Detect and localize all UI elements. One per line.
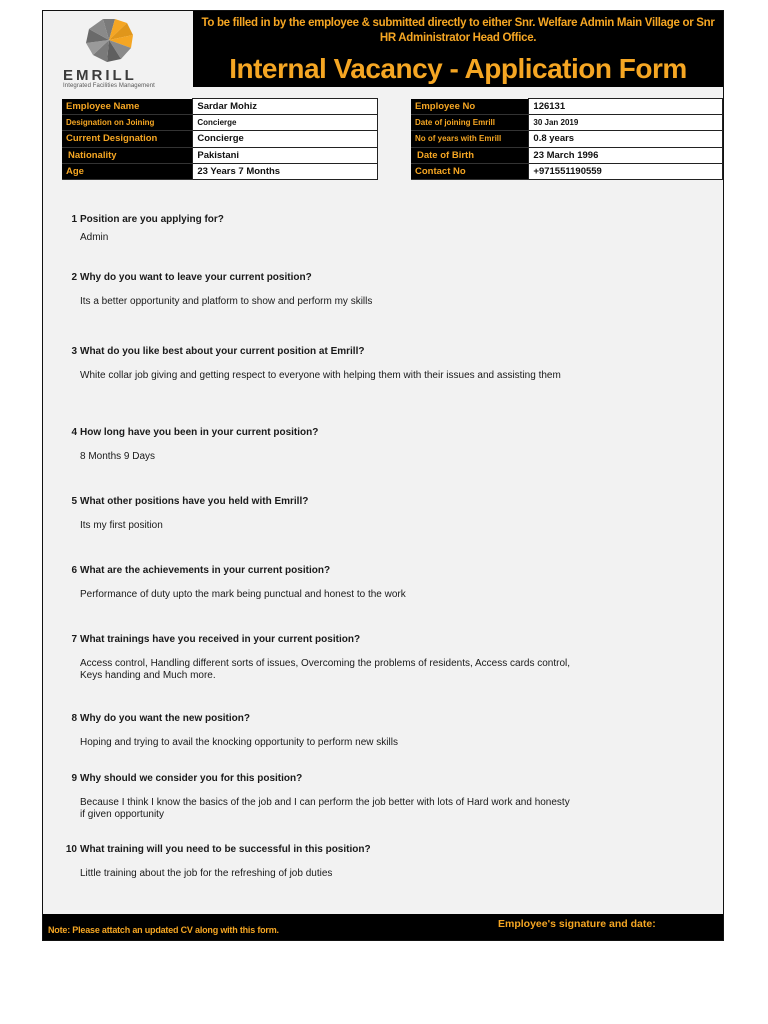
info-row xyxy=(411,115,723,131)
answer-field[interactable]: Admin xyxy=(80,232,109,243)
contact-no-field[interactable]: +971551190559 xyxy=(529,163,723,179)
form-header xyxy=(193,11,723,87)
employee-info-right xyxy=(411,98,723,180)
question-number: 1 xyxy=(71,214,77,225)
field-label: Employee No xyxy=(411,99,529,115)
field-label: Date of Birth xyxy=(411,147,529,163)
question-text: How long have you been in your current position? xyxy=(80,427,319,438)
logo-wordmark: EMRILL xyxy=(63,67,137,84)
answer-field[interactable]: Performance of duty upto the mark being punctual and honest to the work xyxy=(80,589,406,600)
info-row xyxy=(62,115,378,131)
info-row xyxy=(411,147,723,163)
answer-field[interactable]: Its my first position xyxy=(80,520,163,531)
question-number: 9 xyxy=(71,773,77,784)
field-label: Contact No xyxy=(411,163,529,179)
question-text: Why should we consider you for this position? xyxy=(80,773,303,784)
answer-field[interactable]: Access control, Handling different sorts of issues, Overcoming the problems of residents, Access cards control, Keys handing and Much more. xyxy=(80,658,571,681)
info-row xyxy=(62,163,378,179)
info-row xyxy=(62,131,378,147)
info-row xyxy=(62,99,378,115)
cv-attachment-note: Note: Please attatch an updated CV along with this form. xyxy=(48,925,279,935)
question-number: 10 xyxy=(65,844,77,855)
field-label: No of years with Emrill xyxy=(411,131,529,147)
submission-instruction: To be filled in by the employee & submitted directly to either Snr. Welfare Admin Main Village or Snr HR Administrator Head Office. xyxy=(201,17,715,44)
answer-field[interactable]: Because I think I know the basics of the job and I can perform the job better with lots of Hard work and honesty if given opportunity xyxy=(80,797,570,820)
question-text: Why do you want the new position? xyxy=(80,713,250,724)
question-number: 4 xyxy=(71,427,77,438)
field-label: Designation on Joining xyxy=(62,115,193,131)
current-designation-field[interactable]: Concierge xyxy=(193,131,378,147)
question-number: 3 xyxy=(71,346,77,357)
form-footer xyxy=(43,914,723,940)
question-number: 7 xyxy=(71,634,77,645)
field-label: Current Designation xyxy=(62,131,193,147)
answer-field[interactable]: Hoping and trying to avail the knocking opportunity to perform new skills xyxy=(80,737,398,748)
answer-field[interactable]: Its a better opportunity and platform to show and perform my skills xyxy=(80,296,373,307)
date-of-birth-field[interactable]: 23 March 1996 xyxy=(529,147,723,163)
signature-label: Employee's signature and date: xyxy=(498,918,656,930)
answer-field[interactable]: White collar job giving and getting respect to everyone with helping them with their issues and assisting them xyxy=(80,370,561,381)
application-form xyxy=(42,10,724,941)
question-text: What training will you need to be successful in this position? xyxy=(80,844,371,855)
question-number: 5 xyxy=(71,496,77,507)
info-row xyxy=(62,147,378,163)
question-text: What are the achievements in your current position? xyxy=(80,565,331,576)
designation-joining-field[interactable]: Concierge xyxy=(193,115,378,131)
form-title: Internal Vacancy - Application Form xyxy=(229,53,687,84)
nationality-field[interactable]: Pakistani xyxy=(193,147,378,163)
field-label: Date of joining Emrill xyxy=(411,115,529,131)
question-number: 8 xyxy=(71,713,77,724)
question-text: Why do you want to leave your current position? xyxy=(80,272,312,283)
company-logo xyxy=(43,11,193,87)
question-text: What other positions have you held with Emrill? xyxy=(80,496,309,507)
age-field[interactable]: 23 Years 7 Months xyxy=(193,163,378,179)
employee-info-left xyxy=(62,98,378,180)
question-text: What trainings have you received in your current position? xyxy=(80,634,361,645)
emrill-logo-icon xyxy=(81,15,137,65)
info-row xyxy=(411,131,723,147)
question-number: 2 xyxy=(71,272,77,283)
question-text: What do you like best about your current position at Emrill? xyxy=(80,346,365,357)
answer-field[interactable]: Little training about the job for the refreshing of job duties xyxy=(80,868,333,879)
field-label: Nationality xyxy=(62,147,193,163)
info-row xyxy=(411,163,723,179)
employee-name-field[interactable]: Sardar Mohiz xyxy=(193,99,378,115)
question-number: 6 xyxy=(71,565,77,576)
answer-field[interactable]: 8 Months 9 Days xyxy=(80,451,156,462)
employee-no-field[interactable]: 126131 xyxy=(529,99,723,115)
question-text: Position are you applying for? xyxy=(80,214,224,225)
info-row xyxy=(411,99,723,115)
field-label: Age xyxy=(62,163,193,179)
years-with-emrill-field[interactable]: 0.8 years xyxy=(529,131,723,147)
logo-tagline: Integrated Facilities Management xyxy=(63,83,155,89)
field-label: Employee Name xyxy=(62,99,193,115)
date-of-joining-field[interactable]: 30 Jan 2019 xyxy=(529,115,723,131)
